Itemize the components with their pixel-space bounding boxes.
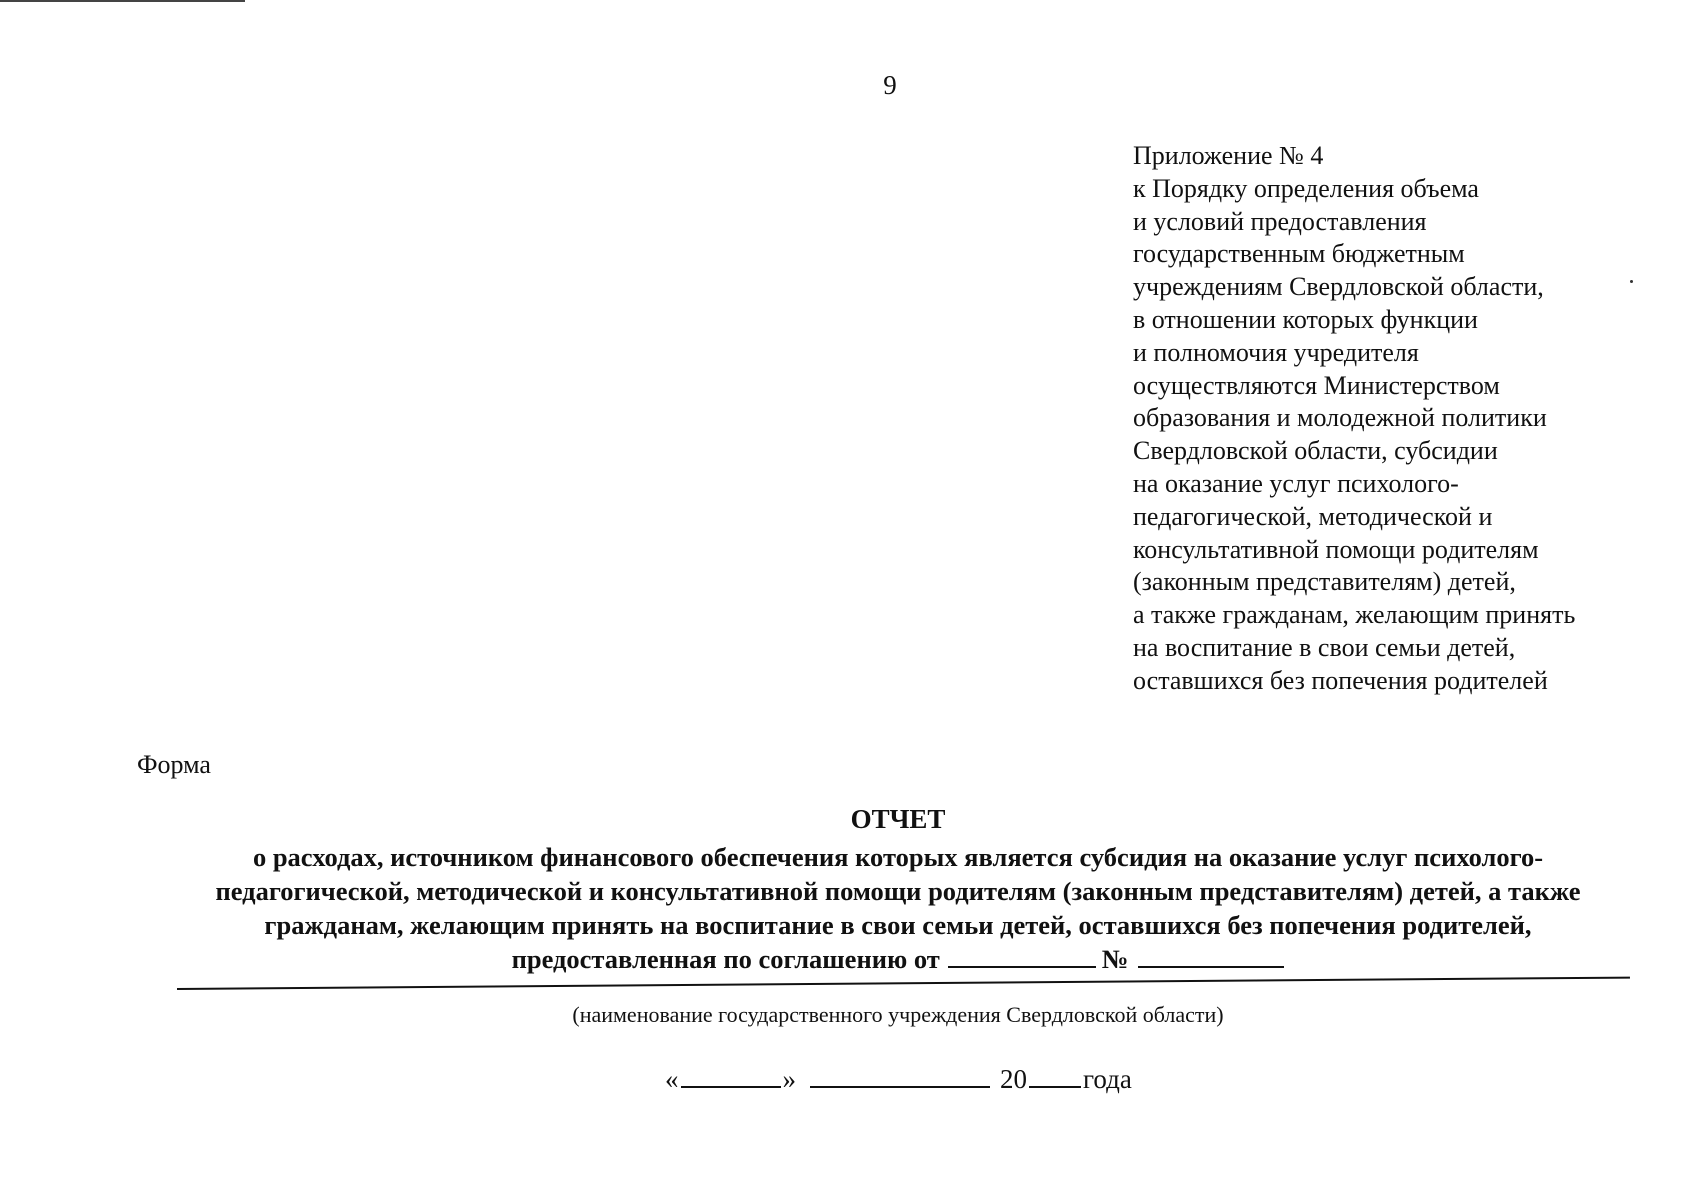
- report-date-row: [665, 1064, 1132, 1095]
- appendix-line: в отношении которых функции: [1133, 304, 1478, 334]
- open-quote: «: [665, 1064, 679, 1094]
- org-name-blank-line[interactable]: [177, 977, 1630, 990]
- report-description: [140, 840, 1656, 976]
- report-line: о расходах, источником финансового обеспечения которых является субсидия на оказание услуг психолого-: [252, 842, 1544, 872]
- appendix-line: образования и молодежной политики: [1133, 403, 1547, 433]
- appendix-line: учреждениям Свердловской области,: [1133, 272, 1544, 302]
- century-prefix: 20: [1000, 1064, 1027, 1094]
- report-title: ОТЧЕТ: [850, 804, 946, 834]
- scan-edge-mark: [0, 0, 245, 2]
- agreement-date-blank[interactable]: [948, 946, 1096, 968]
- appendix-line: государственным бюджетным: [1133, 239, 1465, 269]
- year-word: года: [1083, 1064, 1132, 1094]
- scan-speck: [1630, 280, 1633, 283]
- appendix-line: и полномочия учредителя: [1133, 337, 1419, 367]
- appendix-line: а также гражданам, желающим принять: [1133, 600, 1576, 630]
- appendix-block: [1133, 140, 1693, 698]
- appendix-line: педагогической, методической и: [1133, 501, 1493, 531]
- appendix-line: осуществляются Министерством: [1133, 370, 1500, 400]
- report-line: гражданам, желающим принять на воспитание в свои семьи детей, оставшихся без попечения родителей,: [264, 910, 1532, 940]
- appendix-line: консультативной помощи родителям: [1133, 534, 1539, 564]
- appendix-line: и условий предоставления: [1133, 206, 1427, 236]
- close-quote: »: [782, 1064, 796, 1094]
- day-blank[interactable]: [681, 1068, 781, 1088]
- agreement-number-blank[interactable]: [1138, 946, 1284, 968]
- appendix-line: на воспитание в свои семьи детей,: [1133, 632, 1516, 662]
- appendix-line: оставшихся без попечения родителей: [1133, 665, 1548, 695]
- year-blank[interactable]: [1029, 1068, 1081, 1088]
- appendix-line: на оказание услуг психолого-: [1133, 468, 1459, 498]
- form-label: Форма: [137, 750, 211, 779]
- month-blank[interactable]: [810, 1068, 990, 1088]
- org-name-caption: (наименование государственного учреждения Свердловской области): [572, 1002, 1224, 1027]
- agreement-text: предоставленная по соглашению от: [511, 944, 940, 974]
- appendix-line: Свердловской области, субсидии: [1133, 436, 1498, 466]
- page-number: 9: [883, 70, 897, 100]
- appendix-line: (законным представителям) детей,: [1133, 567, 1516, 597]
- agreement-line: [140, 942, 1656, 976]
- report-line: педагогической, методической и консультативной помощи родителям (законным представителям) детей, а также: [215, 876, 1581, 906]
- number-sign: №: [1101, 944, 1129, 974]
- appendix-line: Приложение № 4: [1133, 141, 1324, 170]
- appendix-line: к Порядку определения объема: [1133, 173, 1479, 203]
